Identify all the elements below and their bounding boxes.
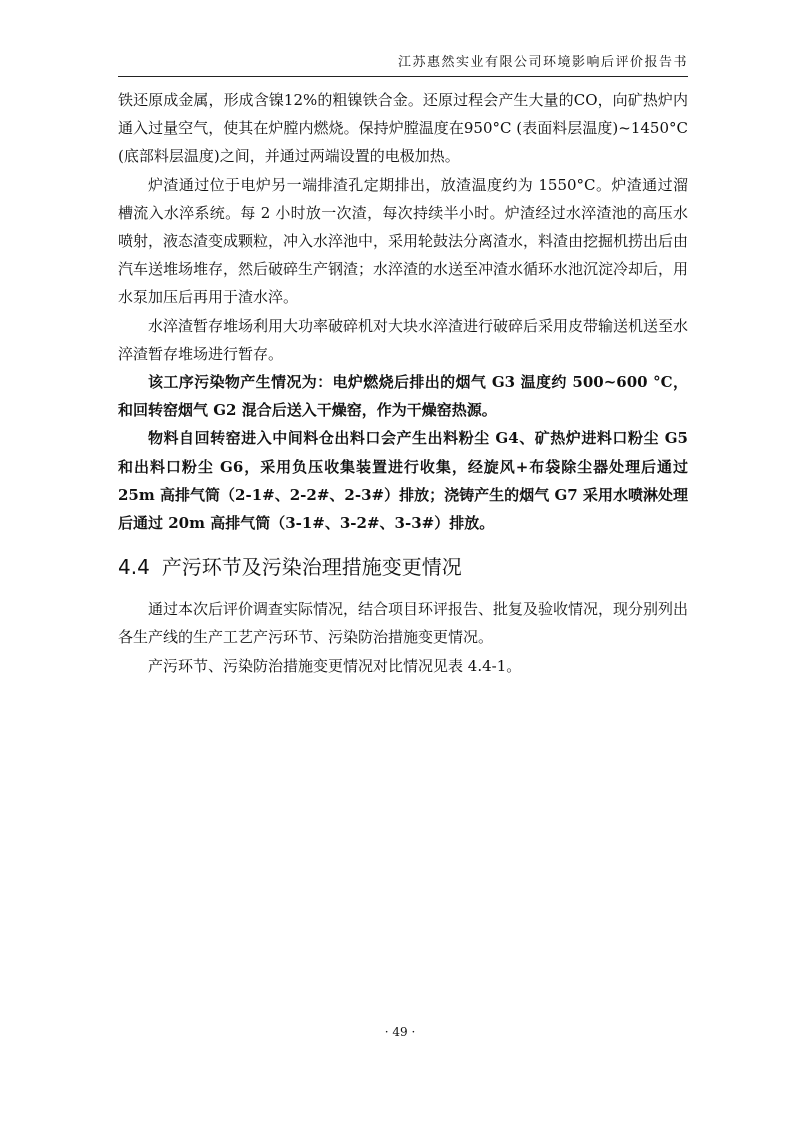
section-heading bbox=[118, 549, 688, 585]
running-header: 江苏惠然实业有限公司环境影响后评价报告书 bbox=[397, 55, 688, 70]
page-number: · 49 · bbox=[384, 1025, 416, 1039]
header-divider bbox=[118, 76, 688, 77]
body-paragraph-1: 铁还原成金属，形成含镍12%的粗镍铁合金。还原过程会产生大量的CO，向矿热炉内通入过量空气，使其在炉膛内燃烧。保持炉膛温度在950°C (表面料层温度)~1450°C (底部料层温度)之间，并通过两端设置的电极加热。 bbox=[118, 91, 688, 166]
body-paragraph-4-bold: 该工序污染物产生情况为：电炉燃烧后排出的烟气 G3 温度约 500~600 °C，和回转窑烟气 G2 混合后送入干燥窑，作为干燥窑热源。 bbox=[118, 373, 688, 420]
section-number: 4.4 bbox=[118, 555, 150, 580]
body-paragraph-3: 水淬渣暂存堆场利用大功率破碎机对大块水淬渣进行破碎后采用皮带输送机送至水淬渣暂存堆场进行暂存。 bbox=[118, 316, 689, 363]
section-title: 产污环节及污染治理措施变更情况 bbox=[161, 555, 462, 580]
body-paragraph-2: 炉渣通过位于电炉另一端排渣孔定期排出，放渣温度约为 1550°C。炉渣通过溜槽流入水淬系统。每 2 小时放一次渣，每次持续半小时。炉渣经过水淬渣池的高压水喷射，液态渣变成颗粒，冲入水淬池中，采用轮鼓法分离渣水，料渣由挖掘机捞出后由汽车送堆场堆存，然后破碎生产钢渣；水淬渣的水送至冲渣水循环水池沉淀冷却后，用水泵加压后再用于渣水淬。 bbox=[118, 175, 689, 307]
page-body bbox=[118, 86, 688, 680]
section-paragraph-1: 通过本次后评价调查实际情况，结合项目环评报告、批复及验收情况，现分别列出各生产线的生产工艺产污环节、污染防治措施变更情况。 bbox=[118, 600, 689, 647]
body-paragraph-5-bold: 物料自回转窑进入中间料仓出料口会产生出料粉尘 G4、矿热炉进料口粉尘 G5 和出料口粉尘 G6，采用负压收集装置进行收集，经旋风+布袋除尘器处理后通过 25m 高排气筒（2-1#、2-2#、2-3#）排放；浇铸产生的烟气 G7 采用水喷淋处理后通过 20m 高排气筒（3-1#、3-2#、3-3#）排放。 bbox=[118, 429, 688, 533]
section-paragraph-2: 产污环节、污染防治措施变更情况对比情况见表 4.4-1。 bbox=[148, 656, 522, 675]
